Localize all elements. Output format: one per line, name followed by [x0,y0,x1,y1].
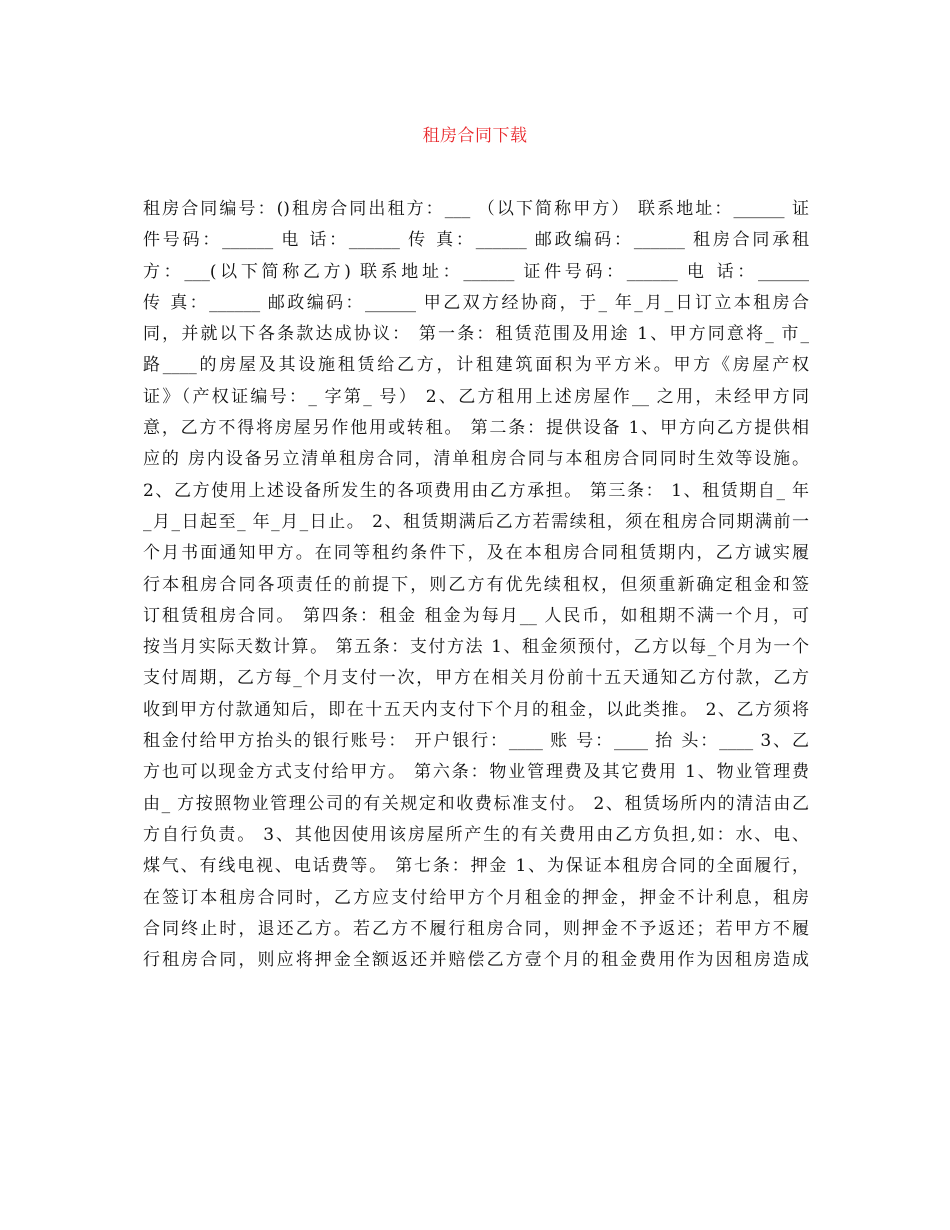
body-line: 支付周期，乙方每_个月支付一次，甲方在相关月份前十五天通知乙方付款，乙方 [143,668,809,689]
body-line: 个月书面通知甲方。在同等租约条件下，及在本租房合同租赁期内，乙方诚实履 [143,543,809,564]
body-line: 传 真：______ 邮政编码：______ 甲乙双方经协商，于_ 年_月_日订立本租房合 [143,292,809,313]
body-line: 在签订本租房合同时，乙方应支付给甲方个月租金的押金，押金不计利息，租房 [143,887,809,908]
body-line: 2、乙方使用上述设备所发生的各项费用由乙方承担。 第三条： 1、租赁期自_ 年 [143,480,809,501]
document-title: 租房合同下载 [422,126,528,146]
body-line: 租金付给甲方抬头的银行账号： 开户银行：____ 账 号：____ 抬 头：____ 3、乙 [143,731,809,752]
body-line: 方也可以现金方式支付给甲方。 第六条：物业管理费及其它费用 1、物业管理费 [143,762,809,783]
body-line: 订租赁租房合同。 第四条：租金 租金为每月__ 人民币，如租期不满一个月，可 [143,605,809,626]
body-line: 煤气、有线电视、电话费等。 第七条：押金 1、为保证本租房合同的全面履行， [143,856,809,877]
body-line: 意，乙方不得将房屋另作他用或转租。 第二条：提供设备 1、甲方向乙方提供相 [143,418,809,439]
body-line: 由_ 方按照物业管理公司的有关规定和收费标准支付。 2、租赁场所内的清洁由乙 [143,793,809,814]
body-line: 应的 房内设备另立清单租房合同，清单租房合同与本租房合同同时生效等设施。 [143,449,809,470]
body-line: 合同终止时，退还乙方。若乙方不履行租房合同，则押金不予返还；若甲方不履 [143,918,809,939]
body-line: 行租房合同，则应将押金全额返还并赔偿乙方壹个月的租金费用作为因租房造成 [143,950,809,971]
document-body [143,194,809,976]
body-line: 路____的房屋及其设施租赁给乙方，计租建筑面积为平方米。甲方《房屋产权 [143,355,809,376]
body-line: 方自行负责。 3、其他因使用该房屋所产生的有关费用由乙方负担,如：水、电、 [143,824,809,845]
body-line: 同，并就以下各条款达成协议： 第一条：租赁范围及用途 1、甲方同意将_ 市_ [143,324,809,345]
body-line: _月_日起至_ 年_月_日止。 2、租赁期满后乙方若需续租，须在租房合同期满前一 [143,511,809,532]
body-line: 行本租房合同各项责任的前提下，则乙方有优先续租权，但须重新确定租金和签 [143,574,809,595]
body-line: 按当月实际天数计算。 第五条：支付方法 1、租金须预付，乙方以每_个月为一个 [143,637,809,658]
body-line: 证》（产权证编号：_ 字第_ 号） 2、乙方租用上述房屋作__ 之用，未经甲方同 [143,386,809,407]
body-line: 收到甲方付款通知后，即在十五天内支付下个月的租金，以此类推。 2、乙方须将 [143,699,809,720]
body-line: 方：___(以下简称乙方) 联系地址：______ 证件号码：______ 电 话：______ [143,261,809,282]
body-line: 租房合同编号：()租房合同出租方：___ （以下简称甲方） 联系地址：______ 证 [143,199,809,219]
body-line: 件号码：______ 电 话：______ 传 真：______ 邮政编码：______ 租房合同承租 [143,230,809,251]
